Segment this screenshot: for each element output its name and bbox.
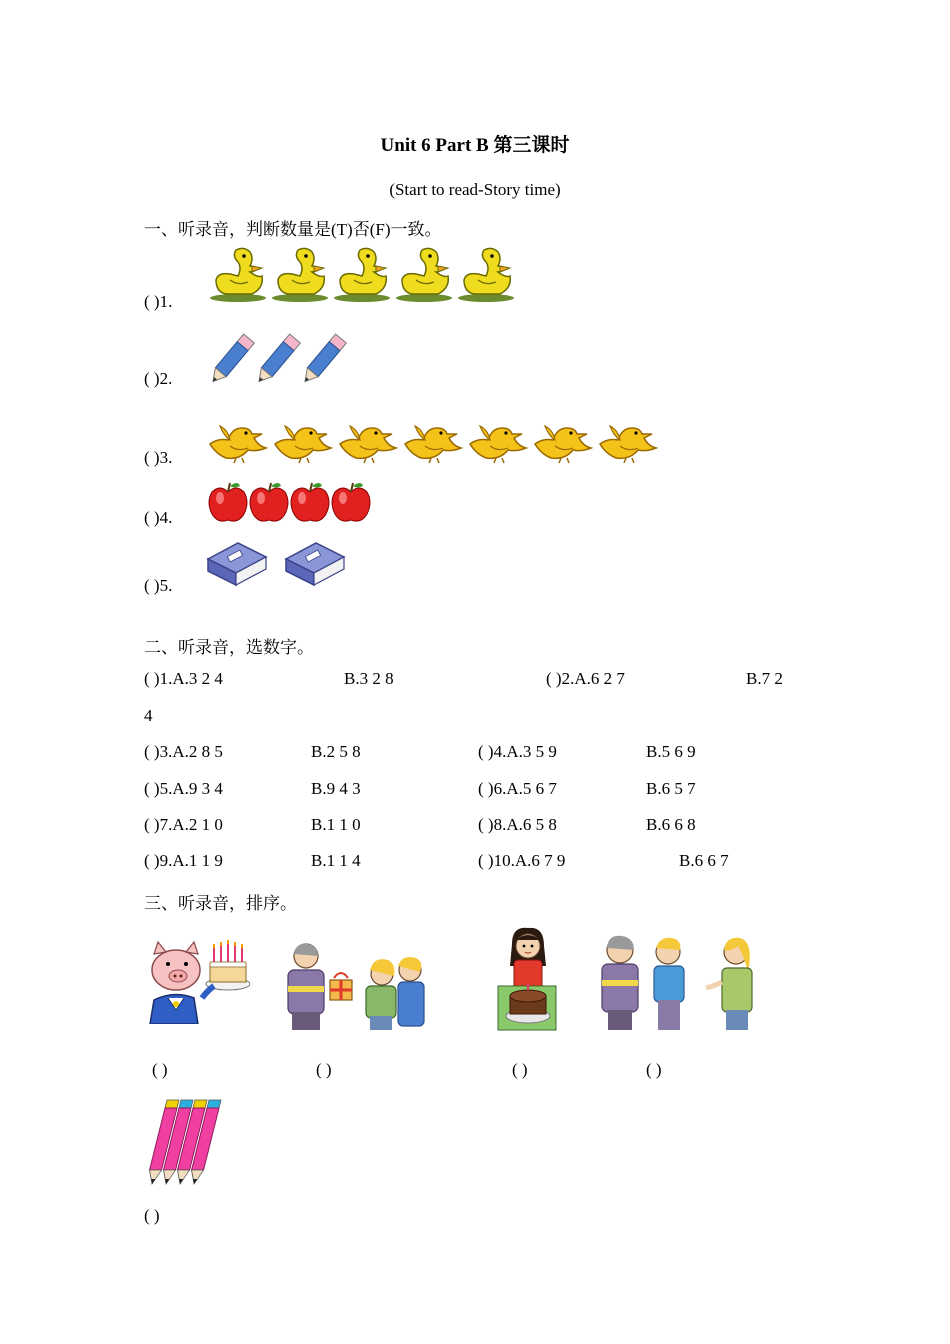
item-1-label: ( )1. (144, 292, 173, 311)
question-2: ( )2.A.6 2 7 (546, 669, 625, 688)
question-6-option-b: B.6 5 7 (646, 779, 696, 798)
item-4-label: ( )4. (144, 508, 173, 527)
order-blank-5[interactable]: ( ) (144, 1206, 160, 1225)
question-6: ( )6.A.5 6 7 (478, 779, 557, 798)
question-4: ( )4.A.3 5 9 (478, 742, 557, 761)
question-4-option-b: B.5 6 9 (646, 742, 696, 761)
item-5-books (204, 541, 350, 596)
question-5-option-b: B.9 4 3 (311, 779, 361, 798)
page-subtitle: (Start to read-Story time) (389, 180, 561, 199)
question-1: ( )1.A.3 2 4 (144, 669, 223, 688)
question-8-option-b: B.6 6 8 (646, 815, 696, 834)
apple-icon (206, 480, 376, 526)
question-10: ( )10.A.6 7 9 (478, 851, 566, 870)
book-icon (204, 541, 350, 591)
order-blank-3[interactable]: ( ) (512, 1060, 528, 1079)
girl-with-chocolate-cake-picture (496, 926, 558, 1037)
item-3-birds (206, 418, 666, 471)
question-2-option-b: B.7 2 (746, 669, 783, 688)
grandpa-giving-gift-picture (284, 940, 426, 1035)
section-2-heading: 二、听录音，选数字。 (144, 638, 314, 657)
page-title: Unit 6 Part B 第三课时 (380, 135, 570, 156)
question-8: ( )8.A.6 5 8 (478, 815, 557, 834)
section-3-heading: 三、听录音，排序。 (144, 894, 297, 913)
question-3-option-b: B.2 5 8 (311, 742, 361, 761)
question-3: ( )3.A.2 8 5 (144, 742, 223, 761)
order-blank-1[interactable]: ( ) (152, 1060, 168, 1079)
question-10-option-b: B.6 6 7 (679, 851, 729, 870)
item-1-ducks (208, 246, 518, 313)
pink-pencils-picture (142, 1096, 232, 1193)
item-3-label: ( )3. (144, 448, 173, 467)
order-blank-2[interactable]: ( ) (316, 1060, 332, 1079)
question-5: ( )5.A.9 3 4 (144, 779, 223, 798)
item-4-apples (206, 480, 376, 531)
question-7: ( )7.A.2 1 0 (144, 815, 223, 834)
pig-with-birthday-cake-picture (144, 940, 250, 1029)
pencil-icon (206, 330, 356, 390)
question-9-option-b: B.1 1 4 (311, 851, 361, 870)
question-9: ( )9.A.1 1 9 (144, 851, 223, 870)
duck-icon (208, 246, 518, 308)
section-1-heading: 一、听录音，判断数量是(T)否(F)一致。 (144, 220, 442, 239)
order-blank-4[interactable]: ( ) (646, 1060, 662, 1079)
question-2-wrap: 4 (144, 706, 153, 725)
question-1-option-b: B.3 2 8 (344, 669, 394, 688)
bird-icon (206, 418, 666, 466)
question-7-option-b: B.1 1 0 (311, 815, 361, 834)
grandpa-boy-girl-greeting-picture (598, 932, 764, 1035)
item-5-label: ( )5. (144, 576, 173, 595)
item-2-label: ( )2. (144, 369, 173, 388)
item-2-pencils (206, 330, 356, 395)
